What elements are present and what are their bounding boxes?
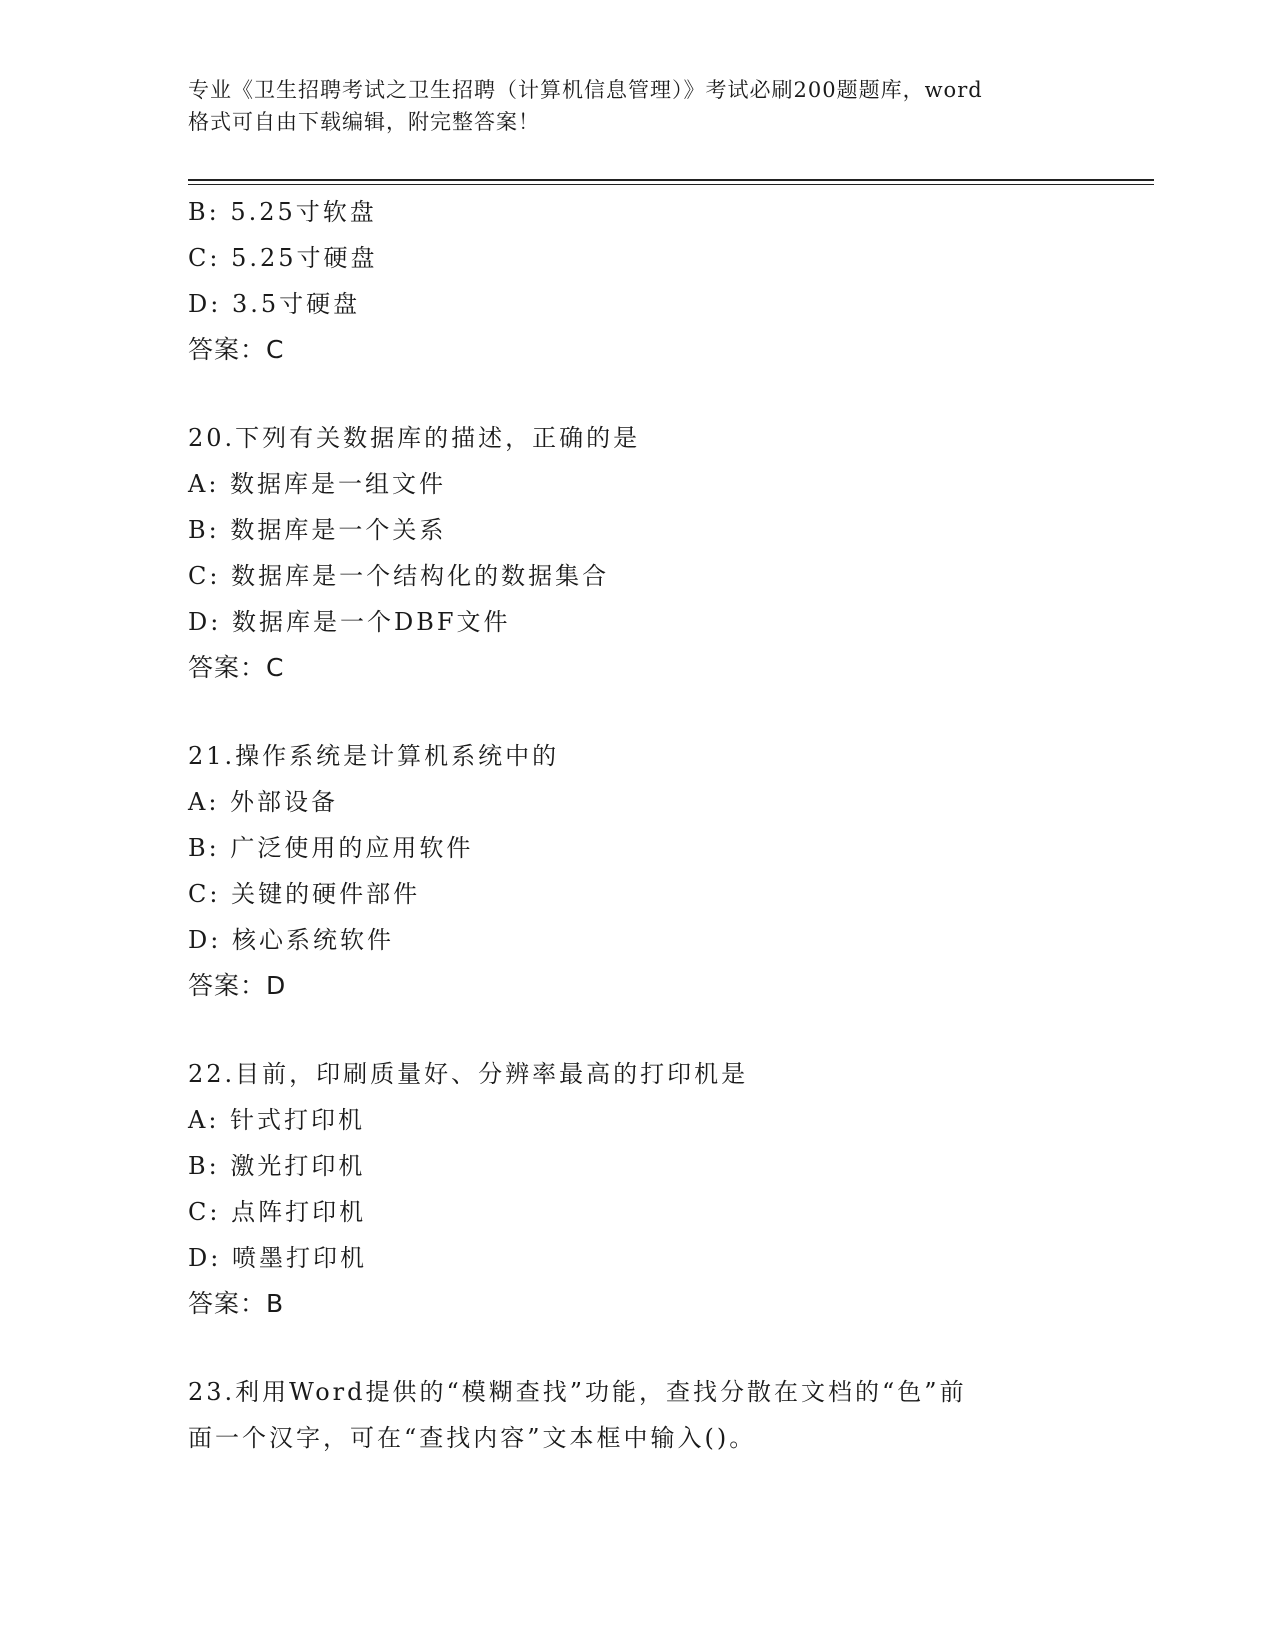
spacer [188, 373, 1154, 415]
option-c: C: 点阵打印机 [188, 1198, 367, 1226]
header-line-2: 格式可自由下载编辑，附完整答案！ [188, 110, 540, 134]
header-rule-thick [188, 179, 1154, 181]
option-d: D: 3.5寸硬盘 [188, 290, 361, 318]
answer-line: 答案：C [188, 335, 285, 364]
answer-line: 答案：D [188, 971, 287, 1000]
document-header [188, 74, 1088, 138]
question-block-22 [188, 1051, 1154, 1327]
option-b: B: 激光打印机 [188, 1152, 366, 1180]
question-block-21 [188, 733, 1154, 1009]
option-d: D: 核心系统软件 [188, 926, 394, 954]
question-list [188, 189, 1154, 1461]
spacer [188, 1327, 1154, 1369]
spacer [188, 691, 1154, 733]
option-c: C: 关键的硬件部件 [188, 880, 421, 908]
header-line-1: 专业《卫生招聘考试之卫生招聘（计算机信息管理）》考试必刷200题题库，word [188, 78, 983, 102]
option-b: B: 5.25寸软盘 [188, 198, 377, 226]
answer-line: 答案：B [188, 1289, 285, 1318]
option-a: A: 针式打印机 [188, 1106, 366, 1134]
spacer [188, 1009, 1154, 1051]
question-stem-line-2: 面一个汉字，可在“查找内容”文本框中输入()。 [188, 1424, 757, 1452]
option-c: C: 数据库是一个结构化的数据集合 [188, 562, 610, 590]
header-rule-thin [188, 184, 1154, 185]
answer-line: 答案：C [188, 653, 285, 682]
question-block-20 [188, 415, 1154, 691]
option-c: C: 5.25寸硬盘 [188, 244, 378, 272]
question-stem: 22.目前，印刷质量好、分辨率最高的打印机是 [188, 1060, 749, 1088]
option-d: D: 数据库是一个DBF文件 [188, 608, 511, 636]
option-b: B: 数据库是一个关系 [188, 516, 447, 544]
question-block-23 [188, 1369, 1154, 1461]
option-a: A: 数据库是一组文件 [188, 470, 447, 498]
question-block-19 [188, 189, 1154, 373]
question-stem: 20.下列有关数据库的描述，正确的是 [188, 424, 641, 452]
option-b: B: 广泛使用的应用软件 [188, 834, 474, 862]
option-d: D: 喷墨打印机 [188, 1244, 367, 1272]
option-a: A: 外部设备 [188, 788, 339, 816]
question-stem: 21.操作系统是计算机系统中的 [188, 742, 560, 770]
question-stem-line-1: 23.利用Word提供的“模糊查找”功能，查找分散在文档的“色”前 [188, 1378, 967, 1406]
